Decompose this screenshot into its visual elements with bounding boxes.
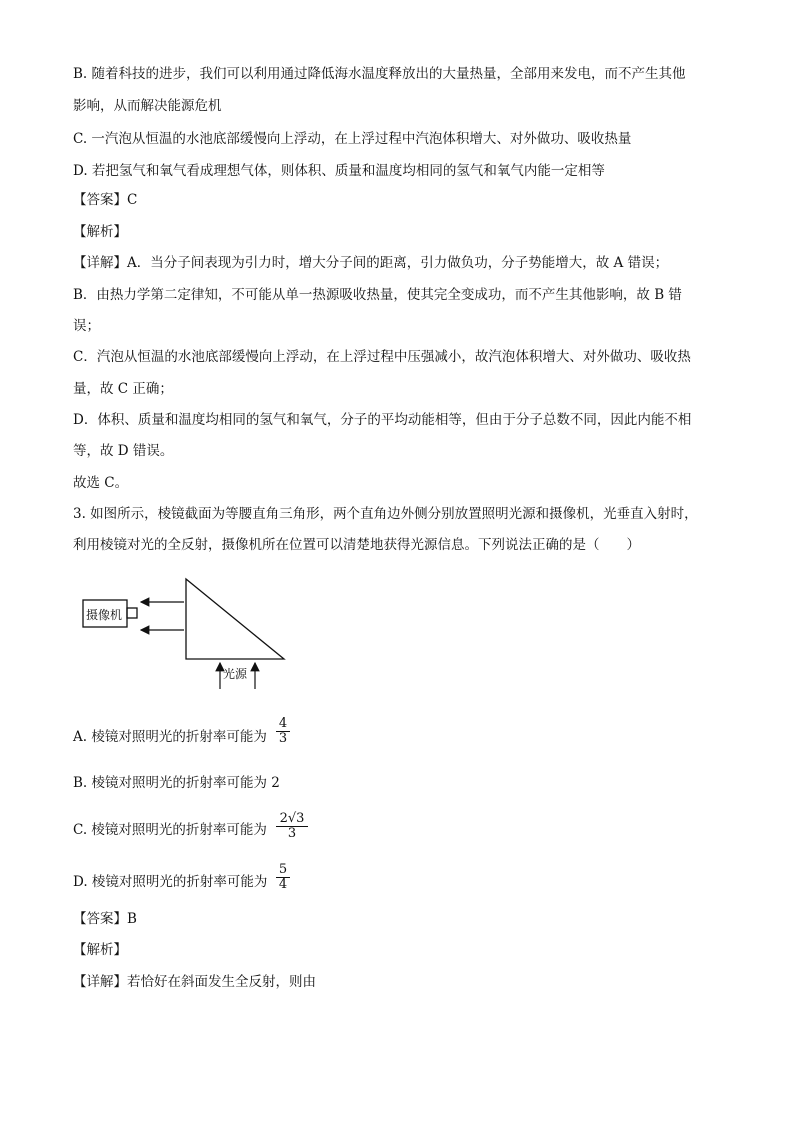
detail-c-2: 量，故 C 正确； <box>73 381 173 397</box>
choose-line: 故选 C。 <box>73 475 129 491</box>
analysis-3: 【解析】 <box>73 942 127 958</box>
option-d: D. 棱镜对照明光的折射率可能为 <box>73 874 268 890</box>
question-3-line-1: 3. 如图所示，棱镜截面为等腰直角三角形，两个直角边外侧分别放置照明光源和摄像机，光垂直入射时， <box>73 506 698 522</box>
line-c: C. 一汽泡从恒温的水池底部缓慢向上浮动，在上浮过程中汽泡体积增大、对外做功、吸收热量 <box>73 131 632 147</box>
fraction-a-numerator: 4 <box>276 717 290 732</box>
detail-d-1: D．体积、质量和温度均相同的氢气和氧气，分子的平均动能相等，但由于分子总数不同，因此内能不相 <box>73 412 692 428</box>
detail-d-2: 等，故 D 错误。 <box>73 443 174 459</box>
option-c: C. 棱镜对照明光的折射率可能为 <box>73 822 267 838</box>
fraction-a <box>276 717 290 746</box>
fraction-d-numerator: 5 <box>276 863 290 878</box>
line-b-1: B. 随着科技的进步，我们可以利用通过降低海水温度释放出的大量热量，全部用来发电，而不产生其他 <box>73 66 686 82</box>
source-label: 光源 <box>223 667 248 681</box>
option-b: B. 棱镜对照明光的折射率可能为 2 <box>73 775 280 791</box>
prism-figure <box>75 572 305 694</box>
prism-triangle <box>186 579 284 659</box>
detail-c-1: C．汽泡从恒温的水池底部缓慢向上浮动，在上浮过程中压强减小，故汽泡体积增大、对外做功、吸收热 <box>73 349 691 365</box>
detail-a: 【详解】A．当分子间表现为引力时，增大分子间的距离，引力做负功，分子势能增大，故 A 错误； <box>73 255 669 271</box>
fraction-d <box>276 863 290 892</box>
fraction-d-denominator: 4 <box>278 877 288 892</box>
answer-3: 【答案】B <box>73 911 137 927</box>
fraction-c-numerator: 2√3 <box>276 812 308 827</box>
detail-b-1: B．由热力学第二定律知，不可能从单一热源吸收热量，使其完全变成功，而不产生其他影响，故 B 错 <box>73 287 682 303</box>
line-b-2: 影响，从而解决能源危机 <box>73 98 222 114</box>
fraction-a-denominator: 3 <box>278 731 288 746</box>
answer-1: 【答案】C <box>73 192 138 208</box>
fraction-c <box>276 812 308 841</box>
camera-label: 摄像机 <box>86 608 123 622</box>
camera-lens <box>127 608 137 618</box>
analysis-1: 【解析】 <box>73 224 127 240</box>
detail-b-2: 误； <box>73 318 100 334</box>
option-a: A. 棱镜对照明光的折射率可能为 <box>73 729 267 745</box>
detail-3: 【详解】若恰好在斜面发生全反射，则由 <box>73 974 316 990</box>
fraction-c-denominator: 3 <box>287 826 297 841</box>
line-d: D. 若把氢气和氧气看成理想气体，则体积、质量和温度均相同的氢气和氧气内能一定相等 <box>73 163 605 179</box>
question-3-line-2: 利用棱镜对光的全反射，摄像机所在位置可以清楚地获得光源信息。下列说法正确的是（ ） <box>73 537 640 553</box>
